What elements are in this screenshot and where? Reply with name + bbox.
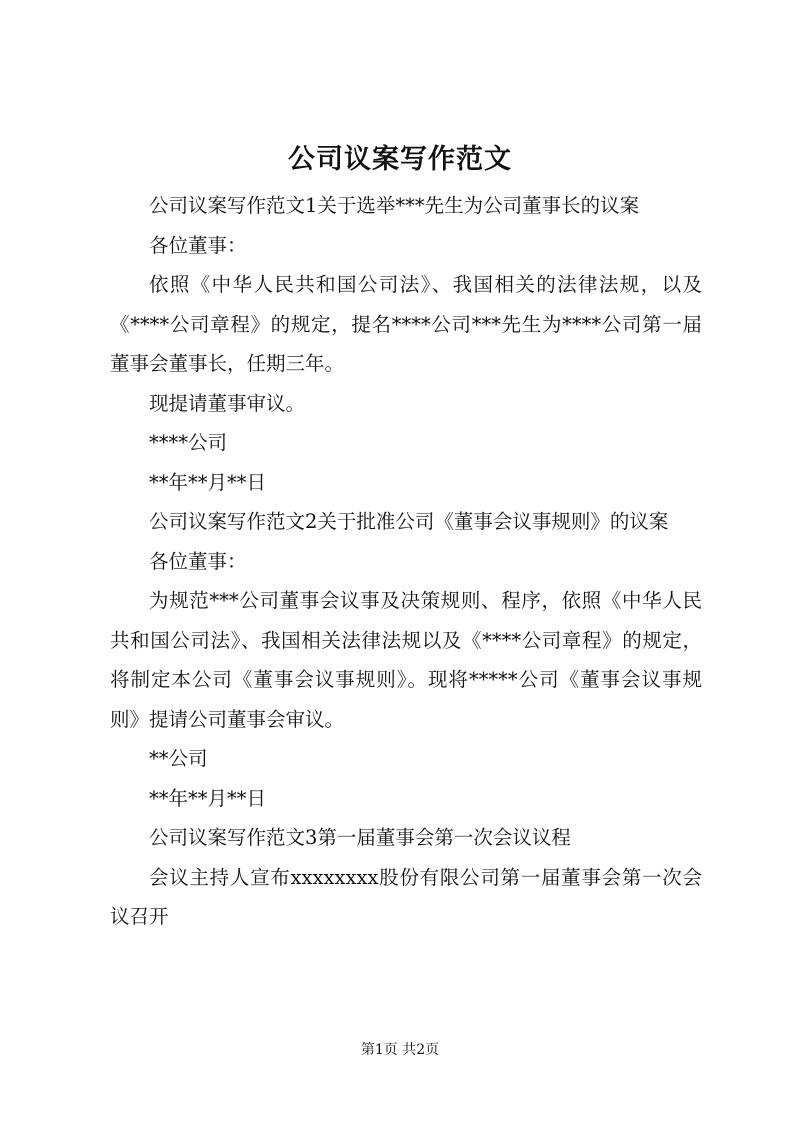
paragraph-9: 为规范***公司董事会议事及决策规则、程序，依照《中华人民共和国公司法》、我国相关法律法规以及《****公司章程》的规定，将制定本公司《董事会议事规则》。现将*****公司《董事会议事规则》提请公司董事会审议。 bbox=[110, 589, 702, 731]
paragraph-6: **年**月**日 bbox=[149, 470, 267, 494]
paragraph-5: ****公司 bbox=[149, 431, 228, 454]
paragraph-13: 会议主持人宣布xxxxxxxx股份有限公司第一届董事会第一次会议召开 bbox=[110, 865, 702, 928]
paragraph-3: 依照《中华人民共和国公司法》、我国相关的法律法规，以及《****公司章程》的规定，提名****公司***先生为****公司第一届董事会董事长，任期三年。 bbox=[110, 273, 702, 375]
document-title: 公司议案写作范文 bbox=[288, 144, 512, 175]
paragraph-8: 各位董事： bbox=[149, 549, 247, 573]
paragraph-4: 现提请董事审议。 bbox=[149, 391, 306, 415]
document-body bbox=[110, 186, 702, 937]
page-footer: 第1页 共2页 bbox=[360, 1042, 440, 1058]
paragraph-11: **年**月**日 bbox=[149, 786, 267, 810]
paragraph-2: 各位董事： bbox=[149, 233, 247, 257]
paragraph-7: 公司议案写作范文2关于批准公司《董事会议事规则》的议案 bbox=[149, 510, 669, 533]
paragraph-10: **公司 bbox=[149, 747, 208, 770]
paragraph-1: 公司议案写作范文1关于选举***先生为公司董事长的议案 bbox=[149, 194, 640, 217]
paragraph-12: 公司议案写作范文3第一届董事会第一次会议议程 bbox=[149, 826, 571, 849]
